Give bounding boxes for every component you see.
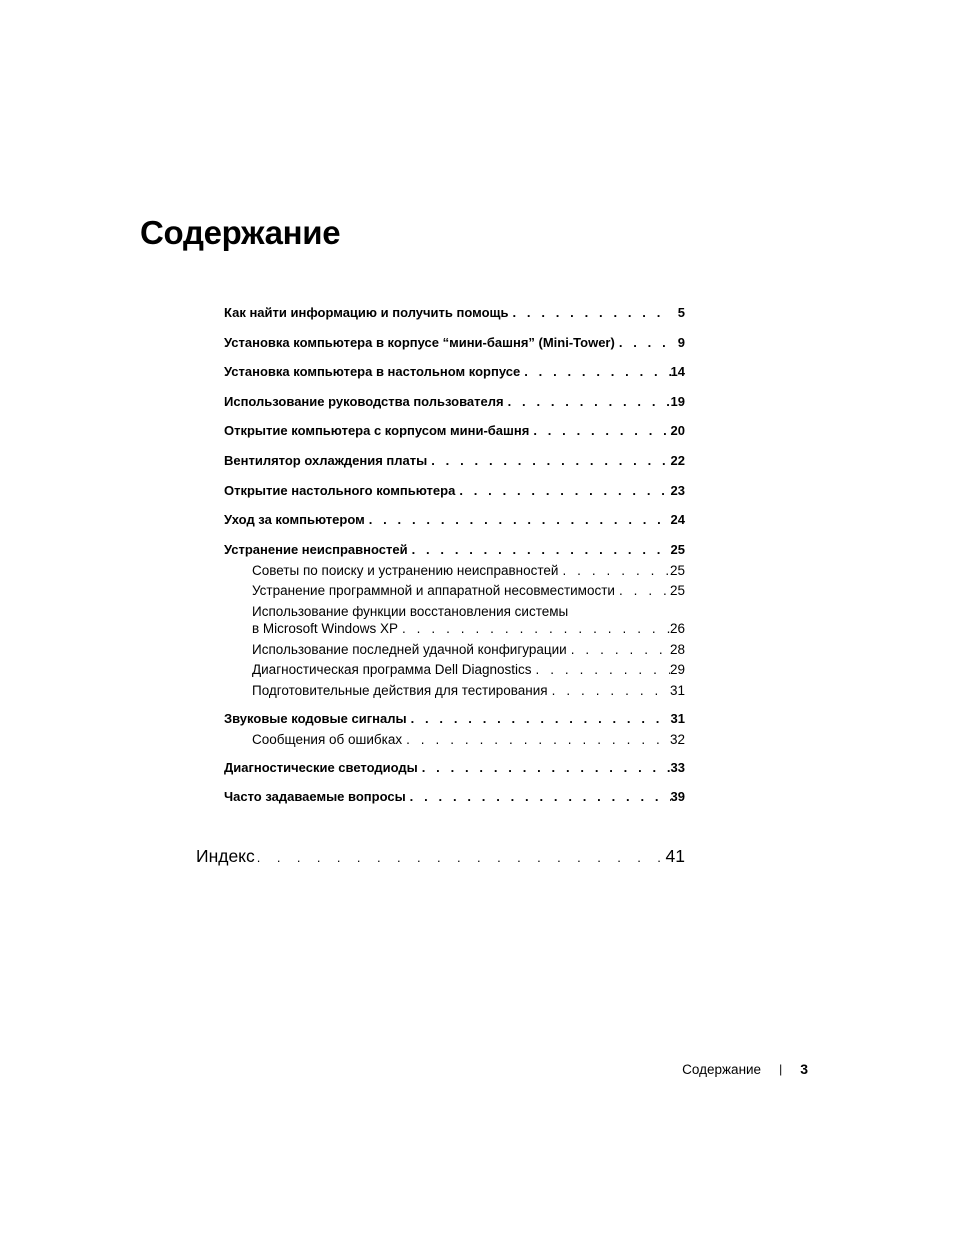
toc-subentry-title: Устранение программной и аппаратной несовместимости — [252, 583, 615, 599]
toc-page-number: 5 — [677, 305, 685, 320]
dot-leader — [548, 682, 670, 699]
dot-leader — [532, 661, 670, 678]
dot-leader — [508, 304, 671, 321]
table-of-contents — [224, 304, 685, 818]
dot-leader — [418, 759, 671, 776]
toc-entry[interactable] — [224, 710, 685, 727]
page-title: Содержание — [140, 214, 341, 251]
toc-entry-title: Звуковые кодовые сигналы — [224, 710, 407, 726]
toc-page-number: 22 — [670, 452, 685, 468]
toc-page-number: 23 — [670, 482, 685, 498]
toc-page-number: 29 — [669, 662, 685, 678]
toc-page-number: 25 — [669, 583, 685, 599]
toc-entry-title: Диагностические светодиоды — [224, 759, 418, 775]
dot-leader — [408, 541, 671, 558]
toc-entry-title: Вентилятор охлаждения платы — [224, 452, 428, 468]
toc-page-number: 39 — [670, 789, 685, 805]
toc-entry-title: Установка компьютера в настольном корпусе — [224, 364, 521, 380]
toc-page-number: 25 — [670, 541, 685, 557]
toc-entry[interactable] — [224, 304, 685, 321]
toc-subentry-title-line1: Использование функции восстановления системы — [252, 603, 569, 619]
toc-entry[interactable] — [224, 788, 685, 805]
toc-subentry[interactable] — [252, 603, 685, 637]
toc-entry[interactable] — [224, 422, 685, 439]
toc-subentry[interactable] — [252, 682, 685, 699]
toc-entry-title: Открытие настольного компьютера — [224, 482, 456, 498]
toc-entry-title: Уход за компьютером — [224, 512, 365, 528]
toc-entry[interactable] — [224, 482, 685, 499]
toc-entry[interactable] — [224, 334, 685, 351]
dot-leader — [529, 422, 670, 439]
dot-leader — [255, 850, 666, 865]
dot-leader — [365, 511, 671, 528]
toc-entry[interactable] — [224, 452, 685, 469]
toc-subentry-title: Использование последней удачной конфигурации — [252, 641, 567, 657]
toc-page-number: 19 — [670, 393, 685, 409]
toc-page-number: 33 — [670, 759, 685, 775]
toc-subentry-title: Сообщения об ошибках — [252, 731, 403, 747]
toc-subentry-title: Подготовительные действия для тестирования — [252, 682, 548, 698]
footer-separator: | — [779, 1062, 783, 1076]
toc-page-number: 9 — [677, 334, 685, 350]
footer-section-name: Содержание — [682, 1061, 762, 1077]
toc-entry-title: Установка компьютера в корпусе “мини-башня” (Mini-Tower) — [224, 334, 615, 350]
toc-subentry[interactable] — [252, 661, 685, 678]
dot-leader — [558, 562, 670, 579]
index-title: Индекс — [196, 846, 255, 866]
toc-entry[interactable] — [224, 363, 685, 380]
dot-leader — [407, 710, 671, 727]
toc-entry[interactable] — [224, 511, 685, 528]
toc-page-number: 26 — [669, 620, 685, 636]
footer-page-number: 3 — [800, 1061, 808, 1077]
toc-subentry[interactable] — [252, 562, 685, 579]
toc-page-number: 32 — [669, 731, 685, 747]
dot-leader — [427, 452, 670, 469]
toc-page-number: 24 — [670, 512, 685, 528]
toc-subentry-title: Советы по поиску и устранению неисправностей — [252, 562, 559, 578]
toc-entry[interactable] — [224, 393, 685, 410]
toc-subentry-title: Диагностическая программа Dell Diagnostics — [252, 662, 532, 678]
toc-page-number: 31 — [670, 710, 685, 726]
page-footer — [600, 1061, 808, 1077]
dot-leader — [504, 393, 671, 410]
toc-entry-title: Устранение неисправностей — [224, 541, 408, 557]
toc-entry-title: Открытие компьютера с корпусом мини-башня — [224, 423, 530, 439]
toc-subentry[interactable] — [252, 731, 685, 748]
toc-page-number: 31 — [669, 682, 685, 698]
dot-leader — [615, 582, 670, 599]
toc-index-entry[interactable] — [196, 846, 685, 867]
toc-entry[interactable] — [224, 541, 685, 558]
toc-page-number: 14 — [670, 364, 685, 380]
dot-leader — [520, 363, 670, 380]
index-page-number: 41 — [665, 846, 685, 866]
toc-subentry-title-line2: в Microsoft Windows XP — [252, 620, 398, 636]
dot-leader — [567, 641, 670, 658]
toc-subentry[interactable] — [252, 582, 685, 599]
dot-leader — [455, 482, 670, 499]
toc-subentry[interactable] — [252, 641, 685, 658]
dot-leader — [398, 620, 670, 637]
toc-entry-title: Часто задаваемые вопросы — [224, 789, 406, 805]
dot-leader — [406, 788, 671, 805]
toc-entry-title: Использование руководства пользователя — [224, 393, 504, 409]
toc-entry[interactable] — [224, 759, 685, 776]
dot-leader — [615, 334, 671, 351]
toc-page-number: 20 — [670, 423, 685, 439]
toc-page-number: 28 — [669, 641, 685, 657]
toc-page-number: 25 — [669, 562, 685, 578]
dot-leader — [402, 731, 670, 748]
toc-entry-title: Как найти информацию и получить помощь — [224, 305, 509, 320]
